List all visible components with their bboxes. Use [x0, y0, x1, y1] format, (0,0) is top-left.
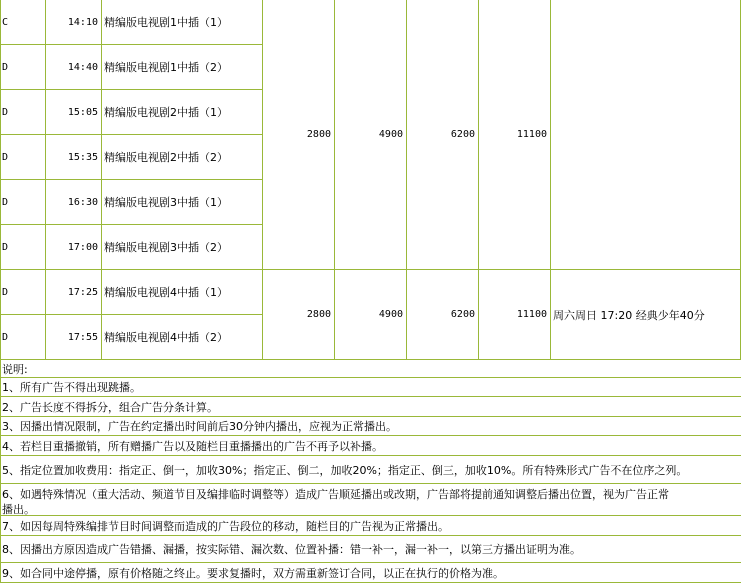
level-cell: C: [0, 0, 46, 45]
price-15s-group2: 6200: [407, 270, 479, 360]
program-cell: 精编版电视剧1中插（2）: [102, 45, 263, 90]
level-cell: D: [0, 45, 46, 90]
note-6-line2: 播出。: [0, 502, 741, 516]
program-cell: 精编版电视剧1中插（1）: [102, 0, 263, 45]
time-cell: 14:40: [46, 45, 102, 90]
note-1: 1、所有广告不得出现跳播。: [0, 378, 741, 397]
time-cell: 17:55: [46, 315, 102, 360]
level-cell: D: [0, 135, 46, 180]
program-cell: 精编版电视剧3中插（1）: [102, 180, 263, 225]
program-cell: 精编版电视剧4中插（2）: [102, 315, 263, 360]
price-5s-group2: 2800: [263, 270, 335, 360]
note-5: 5、指定位置加收费用：指定正、倒一，加收30%；指定正、倒二，加收20%；指定正、倒三，加收10%。所有特殊形式广告不在位序之列。: [0, 456, 741, 484]
price-5s-group1: 2800: [263, 0, 335, 270]
price-10s-group1: 4900: [335, 0, 407, 270]
notes-title: 说明:: [0, 360, 741, 378]
price-15s-group1: 6200: [407, 0, 479, 270]
time-cell: 15:35: [46, 135, 102, 180]
time-cell: 15:05: [46, 90, 102, 135]
price-10s-group2: 4900: [335, 270, 407, 360]
level-cell: D: [0, 180, 46, 225]
level-cell: D: [0, 90, 46, 135]
remark-group2: 周六周日 17:20 经典少年40分: [551, 270, 741, 360]
note-2: 2、广告长度不得拆分，组合广告分条计算。: [0, 397, 741, 417]
note-4: 4、若栏目重播撤销，所有赠播广告以及随栏目重播播出的广告不再予以补播。: [0, 436, 741, 456]
program-cell: 精编版电视剧2中插（1）: [102, 90, 263, 135]
time-cell: 14:10: [46, 0, 102, 45]
price-30s-group2: 11100: [479, 270, 551, 360]
remark-group1: [551, 0, 741, 270]
note-8: 8、因播出方原因造成广告错播、漏播，按实际错、漏次数、位置补播：错一补一，漏一补一，以第三方播出证明为准。: [0, 536, 741, 563]
level-cell: D: [0, 270, 46, 315]
time-cell: 17:25: [46, 270, 102, 315]
note-7: 7、如因每周特殊编排节目时间调整而造成的广告段位的移动，随栏目的广告视为正常播出。: [0, 516, 741, 536]
program-cell: 精编版电视剧2中插（2）: [102, 135, 263, 180]
time-cell: 17:00: [46, 225, 102, 270]
level-cell: D: [0, 225, 46, 270]
program-cell: 精编版电视剧3中插（2）: [102, 225, 263, 270]
note-6-line1: 6、如遇特殊情况（重大活动、频道节目及编排临时调整等）造成广告顺延播出或改期，广告部将提前通知调整后播出位置，视为广告正常: [2, 488, 669, 501]
note-3: 3、因播出情况限制，广告在约定播出时间前后30分钟内播出，应视为正常播出。: [0, 417, 741, 436]
level-cell: D: [0, 315, 46, 360]
program-cell: 精编版电视剧4中插（1）: [102, 270, 263, 315]
time-cell: 16:30: [46, 180, 102, 225]
note-9: 9、如合同中途停播，原有价格随之终止。要求复播时，双方需重新签订合同，以正在执行的价格为准。: [0, 563, 741, 583]
price-30s-group1: 11100: [479, 0, 551, 270]
